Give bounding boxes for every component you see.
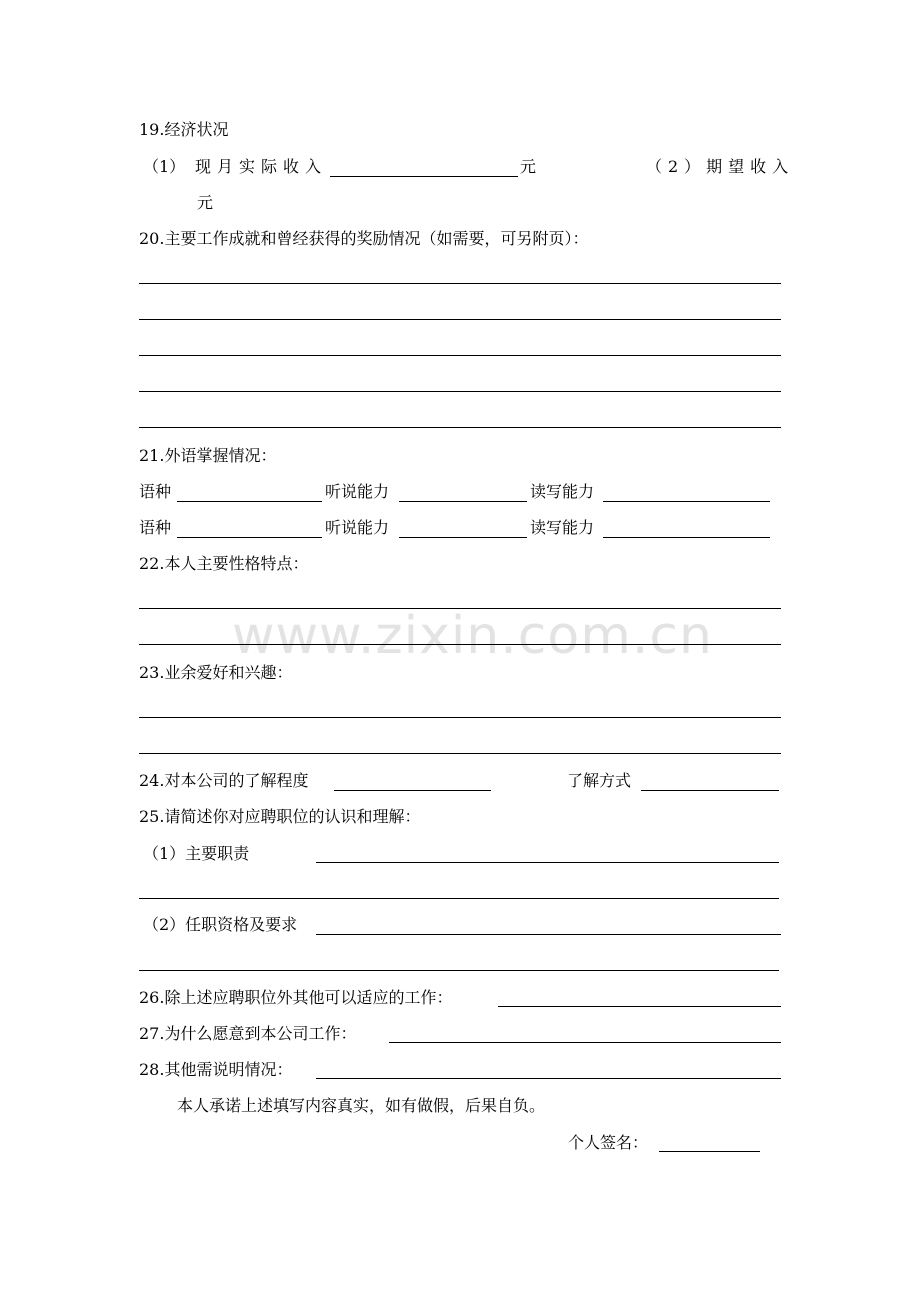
q23-answer-line-1[interactable] xyxy=(139,717,781,718)
q24-method-field[interactable] xyxy=(641,790,779,791)
q25-qualifications-line-2[interactable] xyxy=(139,970,779,971)
q26-label: 26.除上述应聘职位外其他可以适应的工作： xyxy=(139,988,453,1007)
q19-label: 19.经济状况 xyxy=(139,120,229,139)
signature-field[interactable] xyxy=(659,1151,760,1152)
q24-method-label: 了解方式 xyxy=(567,771,632,790)
q20-answer-line-5[interactable] xyxy=(139,427,781,428)
q21-language-label: 语种 xyxy=(139,482,172,501)
q25-responsibilities-line-2[interactable] xyxy=(139,898,779,899)
q23-label: 23.业余爱好和兴趣： xyxy=(139,663,293,682)
q21-listening-speaking-label: 听说能力 xyxy=(325,482,390,501)
q22-label: 22.本人主要性格特点： xyxy=(139,554,309,573)
q21-listening-speaking-field-2[interactable] xyxy=(399,537,527,538)
q22-answer-line-1[interactable] xyxy=(139,608,781,609)
q21-listening-speaking-label-2: 听说能力 xyxy=(325,518,390,537)
q21-reading-writing-field[interactable] xyxy=(603,501,770,502)
q19-current-income-label: 现月实际收入 xyxy=(195,157,328,176)
q25-qualifications-label: （2）任职资格及要求 xyxy=(143,915,298,934)
q21-reading-writing-field-2[interactable] xyxy=(603,537,770,538)
q21-language-field-2[interactable] xyxy=(177,537,322,538)
q27-answer-field[interactable] xyxy=(389,1042,781,1043)
q24-familiarity-field[interactable] xyxy=(334,790,491,791)
q24-label: 24.对本公司的了解程度 xyxy=(139,771,309,790)
q25-label: 25.请简述你对应聘职位的认识和理解： xyxy=(139,807,421,826)
q27-label: 27.为什么愿意到本公司工作： xyxy=(139,1024,357,1043)
q28-answer-field[interactable] xyxy=(316,1078,781,1079)
signature-label: 个人签名： xyxy=(568,1133,649,1152)
q21-language-field[interactable] xyxy=(177,501,322,502)
q19-expected-income-label: （2）期望收入 xyxy=(646,157,795,176)
q21-listening-speaking-field[interactable] xyxy=(399,501,527,502)
q26-answer-field[interactable] xyxy=(498,1006,781,1007)
q19-expected-income-unit: 元 xyxy=(197,193,214,212)
q19-current-income-unit: 元 xyxy=(520,157,537,176)
q25-responsibilities-label: （1）主要职责 xyxy=(143,844,250,863)
q21-reading-writing-label: 读写能力 xyxy=(530,482,595,501)
q25-qualifications-field[interactable] xyxy=(316,934,781,935)
q21-label: 21.外语掌握情况： xyxy=(139,446,277,465)
q20-answer-line-4[interactable] xyxy=(139,391,781,392)
q28-label: 28.其他需说明情况： xyxy=(139,1060,293,1079)
q19-current-income-field[interactable] xyxy=(330,176,518,177)
q22-answer-line-2[interactable] xyxy=(139,644,781,645)
q21-language-label-2: 语种 xyxy=(139,518,172,537)
q21-reading-writing-label-2: 读写能力 xyxy=(530,518,595,537)
q23-answer-line-2[interactable] xyxy=(139,753,781,754)
q20-label: 20.主要工作成就和曾经获得的奖励情况（如需要，可另附页）： xyxy=(139,229,589,248)
declaration: 本人承诺上述填写内容真实，如有做假，后果自负。 xyxy=(177,1096,546,1115)
q19-item1-number: （1） xyxy=(143,157,186,176)
q20-answer-line-3[interactable] xyxy=(139,355,781,356)
q20-answer-line-1[interactable] xyxy=(139,283,781,284)
watermark: www.zixin.com.cn xyxy=(232,606,713,666)
q25-responsibilities-field[interactable] xyxy=(316,862,779,863)
q20-answer-line-2[interactable] xyxy=(139,319,781,320)
